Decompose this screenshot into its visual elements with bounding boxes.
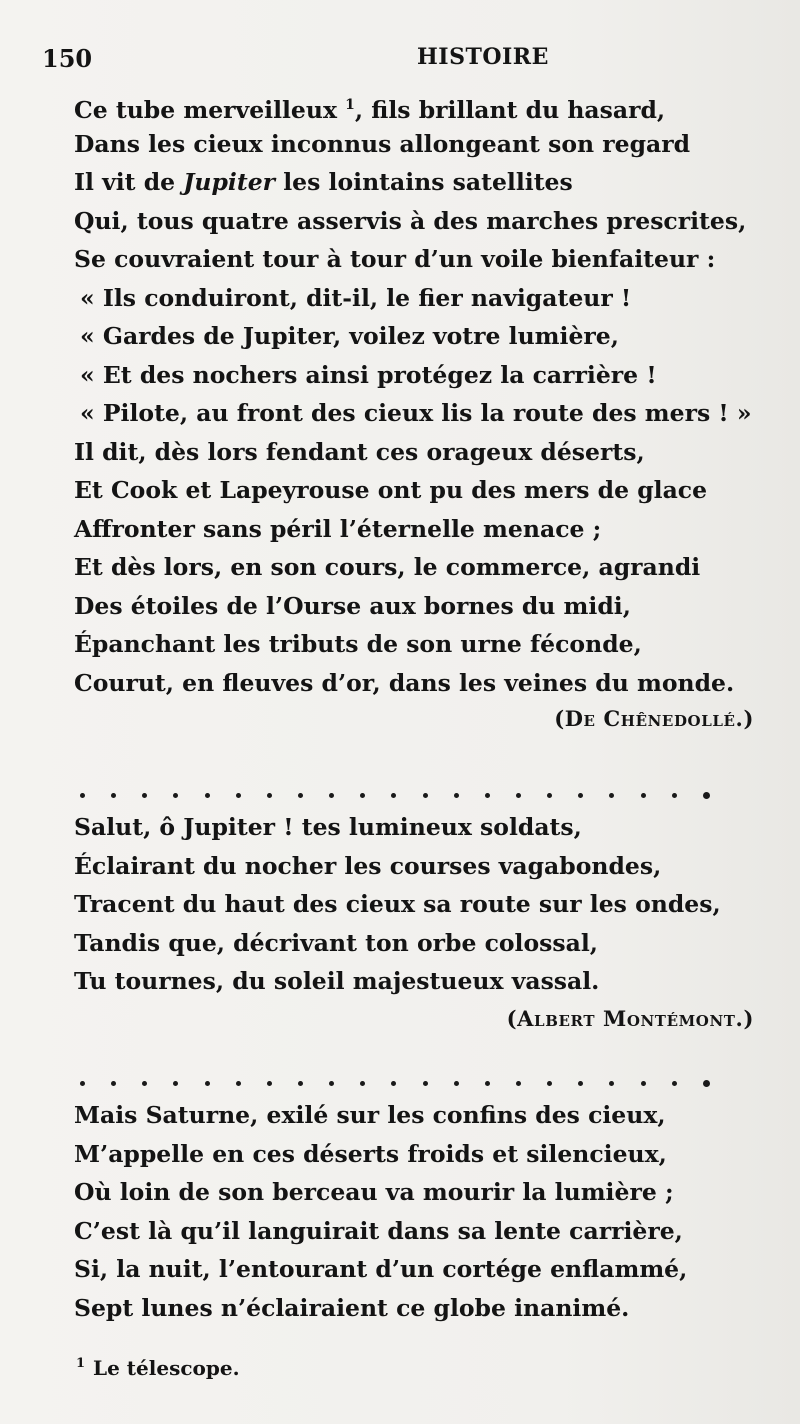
- ellipsis-row: [80, 790, 710, 800]
- verse-line: Mais Saturne, exilé sur les confins des cieux,: [74, 1101, 666, 1129]
- ellipsis-row: [80, 1078, 710, 1088]
- verse-line: Épanchant les tributs de son urne féconde,: [74, 630, 642, 658]
- verse-line: « Ils conduiront, dit-il, le fier navigateur !: [80, 283, 632, 312]
- verse-line: Tandis que, décrivant ton orbe colossal,: [74, 928, 598, 957]
- verse-line: Sept lunes n’éclairaient ce globe inanimé.: [74, 1293, 630, 1322]
- verse-line: Tu tournes, du soleil majestueux vassal.: [74, 967, 600, 995]
- verse-line: Si, la nuit, l’entourant d’un cortége enflammé,: [74, 1255, 688, 1283]
- verse-line: « Et des nochers ainsi protégez la carrière !: [80, 360, 657, 389]
- footnote-ref: 1: [345, 97, 355, 113]
- verse-line: Ce tube merveilleux $^1$, fils brillant du hasard,: [74, 95, 666, 124]
- attribution-chenedolle: (De Chênedollé.): [554, 706, 754, 731]
- verse-line: M’appelle en ces déserts froids et silencieux,: [74, 1139, 667, 1168]
- footnote-text: Le télescope.: [93, 1356, 240, 1380]
- page-number: 150: [42, 44, 93, 73]
- verse-line: Et dès lors, en son cours, le commerce, agrandi: [74, 553, 701, 581]
- verse-line: C’est là qu’il languirait dans sa lente carrière,: [74, 1216, 683, 1245]
- verse-line: Affronter sans péril l’éternelle menace ;: [74, 514, 602, 543]
- footnote: [76, 1356, 240, 1380]
- running-head: HISTOIRE: [417, 44, 549, 70]
- verse-line: Il dit, dès lors fendant ces orageux déserts,: [74, 437, 645, 466]
- verse-line: Éclairant du nocher les courses vagabondes,: [74, 851, 662, 880]
- stanza-1: [74, 86, 774, 702]
- verse-line: « Gardes de Jupiter, voilez votre lumière,: [80, 322, 619, 350]
- verse-line: Qui, tous quatre asservis à des marches prescrites,: [74, 206, 747, 235]
- verse-line: Courut, en fleuves d’or, dans les veines du monde.: [74, 668, 735, 697]
- verse-line: Et Cook et Lapeyrouse ont pu des mers de glace: [74, 476, 708, 504]
- verse-line: Des étoiles de l’Ourse aux bornes du midi,: [74, 591, 631, 620]
- verse-line: Se couvraient tour à tour d’un voile bienfaiteur :: [74, 245, 716, 273]
- italic-word: Jupiter: [183, 168, 276, 196]
- verse-line: Il vit de Jupiter les lointains satellites: [74, 168, 573, 196]
- verse-line: « Pilote, au front des cieux lis la route des mers ! »: [80, 399, 752, 427]
- verse-line: Tracent du haut des cieux sa route sur les ondes,: [74, 890, 721, 918]
- page-header: [42, 44, 760, 78]
- verse-line: Où loin de son berceau va mourir la lumière ;: [74, 1178, 674, 1206]
- verse-line: Dans les cieux inconnus allongeant son regard: [74, 129, 691, 158]
- stanza-3: [74, 1096, 774, 1327]
- attribution-montemont: (Albert Montémont.): [506, 1006, 754, 1031]
- footnote-marker: 1: [76, 1356, 86, 1372]
- verse-line: Salut, ô Jupiter ! tes lumineux soldats,: [74, 813, 582, 841]
- stanza-2: [74, 808, 774, 1001]
